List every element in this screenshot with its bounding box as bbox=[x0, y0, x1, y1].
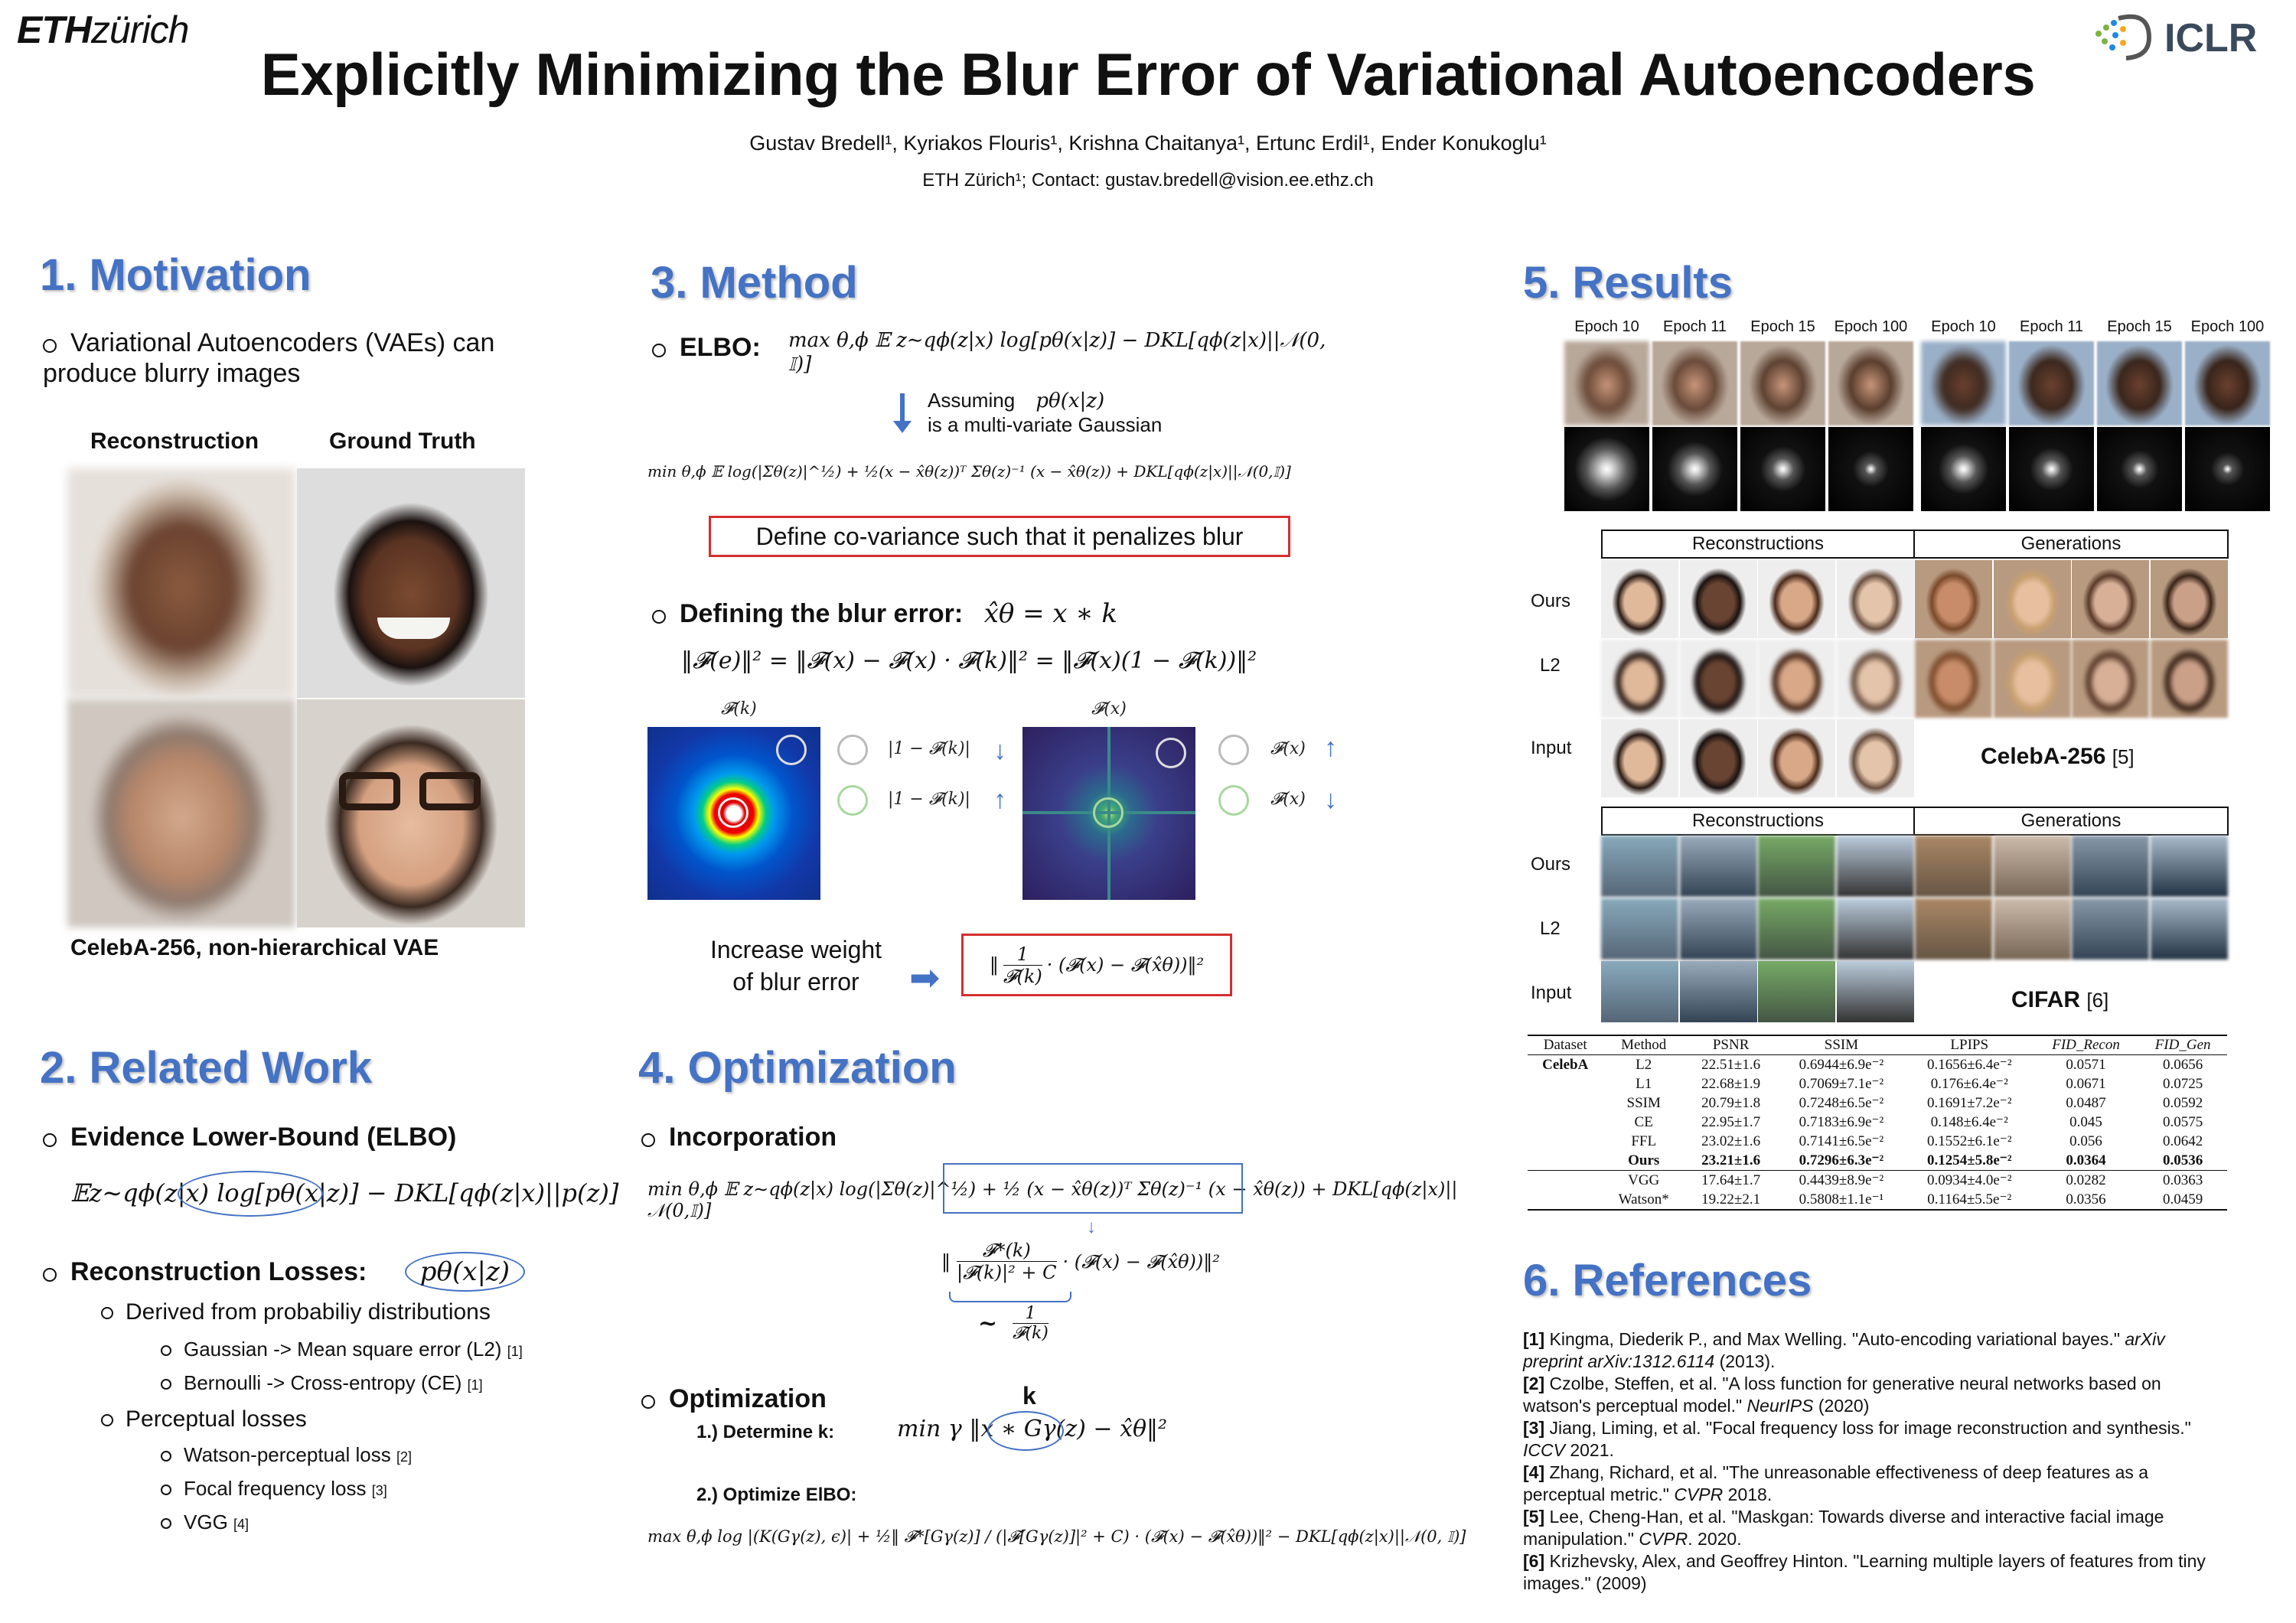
gen-face bbox=[2072, 640, 2149, 718]
highlight-ellipse bbox=[987, 1411, 1064, 1451]
gen-image bbox=[1994, 898, 2071, 960]
input-image bbox=[1758, 961, 1835, 1022]
perceptual-item: Perceptual losses bbox=[101, 1406, 307, 1432]
epoch-face-thumb bbox=[1564, 341, 1649, 425]
recon-face bbox=[1601, 560, 1678, 638]
recon-term: pθ(x|z) bbox=[405, 1252, 525, 1292]
gauss-formula: min θ,ϕ 𝔼 log(|Σθ(z)|^½) + ½(x − x̂θ(z))ᵀ Σθ(z)⁻¹ (x − x̂θ(z)) + DKL[qϕ(z|x)||𝒩(0,𝕀)] bbox=[647, 462, 1291, 481]
circle-marker bbox=[1093, 797, 1124, 828]
circle-marker bbox=[1156, 738, 1186, 768]
celeba-gen-header: Generations bbox=[1915, 530, 2229, 559]
recon-face bbox=[1837, 640, 1914, 718]
elbo-bullet: Evidence Lower-Bound (ELBO) bbox=[43, 1122, 456, 1152]
approx-fraction: ~ 1 𝓕(k) bbox=[978, 1304, 1049, 1343]
epoch-label: Epoch 11 bbox=[1662, 318, 1727, 335]
epoch-grid bbox=[1563, 318, 2265, 517]
green-circle-icon bbox=[1218, 785, 1249, 816]
table-row: CelebA L2 22.51±1.6 0.6944±6.9e⁻² 0.1656±6.4e⁻² 0.0571 0.0656 bbox=[1542, 1056, 2203, 1073]
table-row: FFL 23.02±1.6 0.7141±6.5e⁻² 0.1552±6.1e⁻² 0.056 0.0642 bbox=[1631, 1133, 2203, 1149]
gaussian-item: Gaussian -> Mean square error (L2) [1] bbox=[161, 1338, 523, 1361]
vgg-item: VGG [4] bbox=[161, 1511, 249, 1534]
table-row: Watson* 19.22±2.1 0.5808±1.1e⁻¹ 0.1164±5.5e⁻² 0.0356 0.0459 bbox=[1618, 1191, 2203, 1207]
one-minus-fk-1: |1 − 𝓕(k)| bbox=[888, 739, 970, 758]
optimization-title: Optimization bbox=[641, 1383, 827, 1414]
cifar-grid bbox=[1601, 836, 2229, 1024]
bullet-circle-icon bbox=[43, 1268, 57, 1282]
reference-item: [6] Krizhevsky, Alex, and Geoffrey Hinton. "Learning multiple layers of features from tiny images." (2009) bbox=[1523, 1551, 2206, 1593]
fx-term-2: 𝓕(x) bbox=[1270, 790, 1306, 809]
row-ours-1: Ours bbox=[1531, 591, 1571, 611]
celeba-grid bbox=[1601, 560, 2229, 797]
gt-face-1 bbox=[297, 468, 525, 698]
results-heading: 5. Results bbox=[1523, 258, 1733, 308]
gen-face bbox=[1915, 560, 1992, 638]
green-circle-icon bbox=[837, 785, 868, 816]
celeba-recon-header: Reconstructions bbox=[1601, 530, 1915, 559]
blur-title: Defining the blur error: x̂θ = x ∗ k bbox=[652, 598, 1117, 629]
blur-kernel-thumb bbox=[2185, 427, 2270, 511]
gen-image bbox=[1994, 836, 2071, 897]
fx-label: 𝓕(x) bbox=[1091, 699, 1127, 719]
blur-kernel-thumb bbox=[1828, 427, 1913, 511]
gt-face-2 bbox=[297, 699, 525, 927]
input-face bbox=[1758, 719, 1835, 797]
reference-item: [4] Zhang, Richard, et al. "The unreasonable effectiveness of deep features as a perceptual metric." CVPR 2018. bbox=[1523, 1462, 2149, 1504]
cifar-recon-header: Reconstructions bbox=[1601, 807, 1915, 836]
bullet-circle-icon bbox=[641, 1133, 655, 1147]
arrow-up-icon: ↑ bbox=[1324, 733, 1337, 762]
gray-circle-icon bbox=[1218, 735, 1249, 765]
down-arrow-icon: ↓ bbox=[1087, 1217, 1096, 1237]
optimization-heading: 4. Optimization bbox=[638, 1043, 957, 1093]
table-row: VGG 17.64±1.7 0.4439±8.9e⁻² 0.0934±4.0e⁻² 0.0282 0.0363 bbox=[1528, 1171, 2227, 1191]
input-image bbox=[1837, 961, 1914, 1022]
highlight-box bbox=[943, 1163, 1243, 1214]
one-minus-fk-2: |1 − 𝓕(k)| bbox=[888, 790, 970, 809]
authors: Gustav Bredell¹, Kyriakos Flouris¹, Krishna Chaitanya¹, Ertunc Erdil¹, Ender Konukoglu¹ bbox=[749, 132, 1547, 155]
arrow-up-icon: ↑ bbox=[993, 785, 1006, 814]
blur-kernel-thumb bbox=[2009, 427, 2094, 511]
gen-face bbox=[1915, 640, 1992, 718]
step2-formula: max θ,ϕ log |(K(Gγ(z), ϵ)| + ½‖ 𝓕*[Gγ(z)] / (|𝓕[Gγ(z)]|² + C) · (𝓕(x) − 𝓕(x̂θ))‖² − DKL[qϕ(z|x)||𝒩(0, 𝕀)] bbox=[647, 1527, 1466, 1546]
poster-title: Explicitly Minimizing the Blur Error of Variational Autoencoders bbox=[260, 41, 2036, 108]
gen-image bbox=[2151, 836, 2228, 897]
highlight-ellipse bbox=[178, 1171, 323, 1217]
derived-item: Derived from probabiliy distributions bbox=[101, 1299, 491, 1325]
epoch-face-thumb bbox=[1740, 341, 1825, 425]
cifar-caption: CIFAR [6] bbox=[2011, 987, 2109, 1012]
epoch-face-thumb bbox=[1828, 341, 1913, 425]
results-table-wrap bbox=[1528, 1035, 2227, 1211]
gen-image bbox=[2072, 836, 2149, 897]
references-heading: 6. References bbox=[1523, 1256, 1812, 1305]
gen-image bbox=[1915, 898, 1992, 960]
recon-face bbox=[1680, 560, 1757, 638]
arrow-down-icon: ↓ bbox=[1324, 785, 1337, 814]
gray-circle-icon bbox=[837, 735, 868, 765]
table-header: PSNR bbox=[1712, 1037, 1750, 1053]
step2-label: 2.) Optimize ElBO: bbox=[696, 1484, 857, 1505]
step1-label: 1.) Determine k: bbox=[696, 1422, 835, 1442]
input-face bbox=[1601, 719, 1678, 797]
gen-face bbox=[2072, 560, 2149, 638]
epoch-label: Epoch 11 bbox=[2019, 318, 2084, 335]
table-header: FID_Recon bbox=[2052, 1037, 2120, 1053]
input-image bbox=[1680, 961, 1757, 1022]
recon-image bbox=[1837, 836, 1914, 897]
weight-fraction: ‖ 𝓕*(k) |𝓕(k)|² + C · (𝓕(x) − 𝓕(x̂θ))‖² bbox=[941, 1240, 1220, 1283]
epoch-label: Epoch 10 bbox=[1931, 318, 1996, 335]
table-row: SSIM 20.79±1.8 0.7248±6.5e⁻² 0.1691±7.2e⁻² 0.0487 0.0592 bbox=[1626, 1094, 2203, 1111]
recon-image bbox=[1837, 898, 1914, 960]
recon-face bbox=[1837, 560, 1914, 638]
col-ground-truth: Ground Truth bbox=[329, 429, 476, 454]
row-input-1: Input bbox=[1531, 738, 1572, 758]
gen-image bbox=[2072, 898, 2149, 960]
table-header: LPIPS bbox=[1950, 1037, 1989, 1053]
table-header: SSIM bbox=[1824, 1037, 1859, 1053]
blur-kernel-thumb bbox=[1652, 427, 1737, 511]
epoch-face-thumb bbox=[2185, 341, 2270, 425]
blur-kernel-thumb bbox=[1564, 427, 1649, 511]
elbo-formula: 𝔼z∼qϕ(z|x) log[pθ(x|z)] − DKL[qϕ(z|x)||p(z)] bbox=[70, 1178, 618, 1207]
recon-image bbox=[1680, 898, 1757, 960]
gen-face bbox=[1994, 560, 2071, 638]
epoch-face-thumb bbox=[2097, 341, 2182, 425]
blur-equation: ‖𝓕(e)‖² = ‖𝓕(x) − 𝓕(x) · 𝓕(k)‖² = ‖𝓕(x)(1 − 𝓕(k))‖² bbox=[681, 647, 1257, 674]
bernoulli-item: Bernoulli -> Cross-entropy (CE) [1] bbox=[161, 1371, 483, 1395]
recon-image bbox=[1680, 836, 1757, 897]
motivation-heading: 1. Motivation bbox=[40, 250, 311, 300]
reference-item: [1] Kingma, Diederik P., and Max Welling. "Auto-encoding variational bayes." arXiv preprint arXiv:1312.6114 (2013). bbox=[1523, 1329, 2165, 1371]
incorp-formula: min θ,ϕ 𝔼 z∼qϕ(z|x) log(|Σθ(z)|^½) + ½ (x − x̂θ(z))ᵀ Σθ(z)⁻¹ (x − x̂θ(z)) + DKL[qϕ(z|x)||𝒩(0,𝕀)] bbox=[647, 1178, 1474, 1221]
increase-weight-text: Increase weight of blur error bbox=[709, 936, 882, 996]
fx-term-1: 𝓕(x) bbox=[1270, 739, 1306, 758]
watson-item: Watson-perceptual loss [2] bbox=[161, 1443, 412, 1467]
row-input-2: Input bbox=[1531, 983, 1572, 1003]
bullet-circle-icon bbox=[652, 344, 666, 357]
smile-shape bbox=[377, 618, 450, 639]
arrow-right-icon: ➡ bbox=[909, 958, 941, 999]
recon-face bbox=[1680, 640, 1757, 718]
input-face bbox=[1837, 719, 1914, 797]
gen-face bbox=[1994, 640, 2071, 718]
table-row: CE 22.95±1.7 0.7183±6.9e⁻² 0.148±6.4e⁻² 0.045 0.0575 bbox=[1634, 1113, 2203, 1130]
recon-face-1 bbox=[67, 468, 295, 698]
recon-losses-bullet: Reconstruction Losses: pθ(x|z) bbox=[43, 1256, 525, 1287]
recon-image bbox=[1758, 836, 1835, 897]
input-image bbox=[1601, 961, 1678, 1022]
results-table bbox=[1528, 1035, 2227, 1211]
bullet-circle-icon bbox=[43, 1133, 57, 1147]
row-ours-2: Ours bbox=[1531, 854, 1571, 875]
table-row: Ours 23.21±1.6 0.7296±6.3e⁻² 0.1254±5.8e⁻² 0.0364 0.0536 bbox=[1628, 1152, 2203, 1168]
method-elbo-formula: max θ,ϕ 𝔼 z∼qϕ(z|x) log[pθ(x|z)] − DKL[qϕ(z|x)||𝒩(0, 𝕀)] bbox=[788, 329, 1326, 376]
motivation-bullet: Variational Autoencoders (VAEs) can produce blurry images bbox=[43, 328, 495, 388]
reference-item: [3] Jiang, Liming, et al. "Focal frequency loss for image reconstruction and synthesis." ICCV 2021. bbox=[1523, 1418, 2191, 1460]
recon-image bbox=[1601, 898, 1678, 960]
recon-image bbox=[1758, 898, 1835, 960]
down-arrowhead-icon bbox=[893, 421, 912, 433]
epoch-face-thumb bbox=[2009, 341, 2094, 425]
fk-spectrum bbox=[647, 727, 820, 900]
epoch-label: Epoch 100 bbox=[1834, 318, 1908, 335]
circle-marker bbox=[776, 735, 807, 765]
references-list bbox=[1523, 1328, 2227, 1595]
bullet-circle-icon bbox=[43, 339, 57, 353]
table-row: L1 22.68±1.9 0.7069±7.1e⁻² 0.176±6.4e⁻² 0.0671 0.0725 bbox=[1636, 1075, 2203, 1092]
gaussian-text: is a multi-variate Gaussian bbox=[928, 413, 1163, 436]
bullet-circle-icon bbox=[652, 610, 666, 624]
bullet-circle-icon bbox=[641, 1395, 655, 1409]
col-reconstruction: Reconstruction bbox=[90, 429, 259, 454]
gen-image bbox=[2151, 898, 2228, 960]
recon-face-2 bbox=[67, 699, 295, 927]
blur-kernel-thumb bbox=[1921, 427, 2006, 511]
underbrace bbox=[949, 1292, 1071, 1302]
glasses-left bbox=[339, 772, 400, 810]
recon-face bbox=[1758, 640, 1835, 718]
iclr-text: ICLR bbox=[2164, 16, 2258, 60]
step1-formula: min γ ‖x ∗ Gγ(z) − x̂θ‖² bbox=[897, 1416, 1167, 1442]
k-label: k bbox=[1022, 1382, 1036, 1410]
epoch-label: Epoch 10 bbox=[1574, 318, 1639, 335]
cifar-gen-header: Generations bbox=[1915, 807, 2229, 836]
table-header: FID_Gen bbox=[2154, 1037, 2211, 1053]
elbo-label: ELBO: bbox=[652, 332, 761, 363]
define-box: Define co-variance such that it penalizes blur bbox=[709, 516, 1290, 557]
eth-logo: ETHzürich bbox=[17, 8, 189, 51]
glasses-right bbox=[419, 772, 481, 810]
gen-face bbox=[2151, 640, 2228, 718]
fk-label: 𝓕(k) bbox=[721, 699, 757, 719]
epoch-face-thumb bbox=[1652, 341, 1737, 425]
circle-marker bbox=[718, 797, 748, 828]
gen-image bbox=[1915, 836, 1992, 897]
recon-face bbox=[1758, 560, 1835, 638]
blur-kernel-thumb bbox=[1740, 427, 1825, 511]
blur-kernel-thumb bbox=[2097, 427, 2182, 511]
table-header: Method bbox=[1621, 1037, 1667, 1053]
related-heading: 2. Related Work bbox=[40, 1043, 373, 1093]
arrow-down-icon: ↓ bbox=[993, 736, 1006, 765]
table-header: Dataset bbox=[1543, 1037, 1587, 1053]
incorporation-title: Incorporation bbox=[641, 1122, 837, 1152]
fx-spectrum bbox=[1022, 727, 1195, 900]
method-heading: 3. Method bbox=[651, 258, 858, 308]
motivation-caption: CelebA-256, non-hierarchical VAE bbox=[70, 935, 439, 960]
reference-item: [2] Czolbe, Steffen, et al. "A loss function for generative neural networks based on watson's perceptual model." NeurIPS (2020) bbox=[1523, 1374, 2161, 1416]
assuming-text: Assuming pθ(x|z) bbox=[928, 389, 1105, 412]
epoch-label: Epoch 15 bbox=[1750, 318, 1815, 335]
focal-item: Focal frequency loss [3] bbox=[161, 1477, 387, 1501]
weight-formula-box: ‖ 1 𝓕(k) · (𝓕(x) − 𝓕(x̂θ))‖² bbox=[961, 934, 1232, 996]
input-face bbox=[1680, 719, 1757, 797]
epoch-label: Epoch 100 bbox=[2190, 318, 2265, 335]
row-l2-1: L2 bbox=[1540, 655, 1561, 676]
recon-face bbox=[1601, 640, 1678, 718]
celeba-caption: CelebA-256 [5] bbox=[1981, 744, 2135, 769]
row-l2-2: L2 bbox=[1540, 918, 1561, 939]
recon-image bbox=[1601, 836, 1678, 897]
reference-item: [5] Lee, Cheng-Han, et al. "Maskgan: Towards diverse and interactive facial image manipulation." CVPR. 2020. bbox=[1523, 1507, 2164, 1549]
gen-face bbox=[2151, 560, 2228, 638]
epoch-face-thumb bbox=[1921, 341, 2006, 425]
epoch-label: Epoch 15 bbox=[2107, 318, 2172, 335]
affiliation: ETH Zürich¹; Contact: gustav.bredell@vision.ee.ethz.ch bbox=[922, 170, 1374, 191]
